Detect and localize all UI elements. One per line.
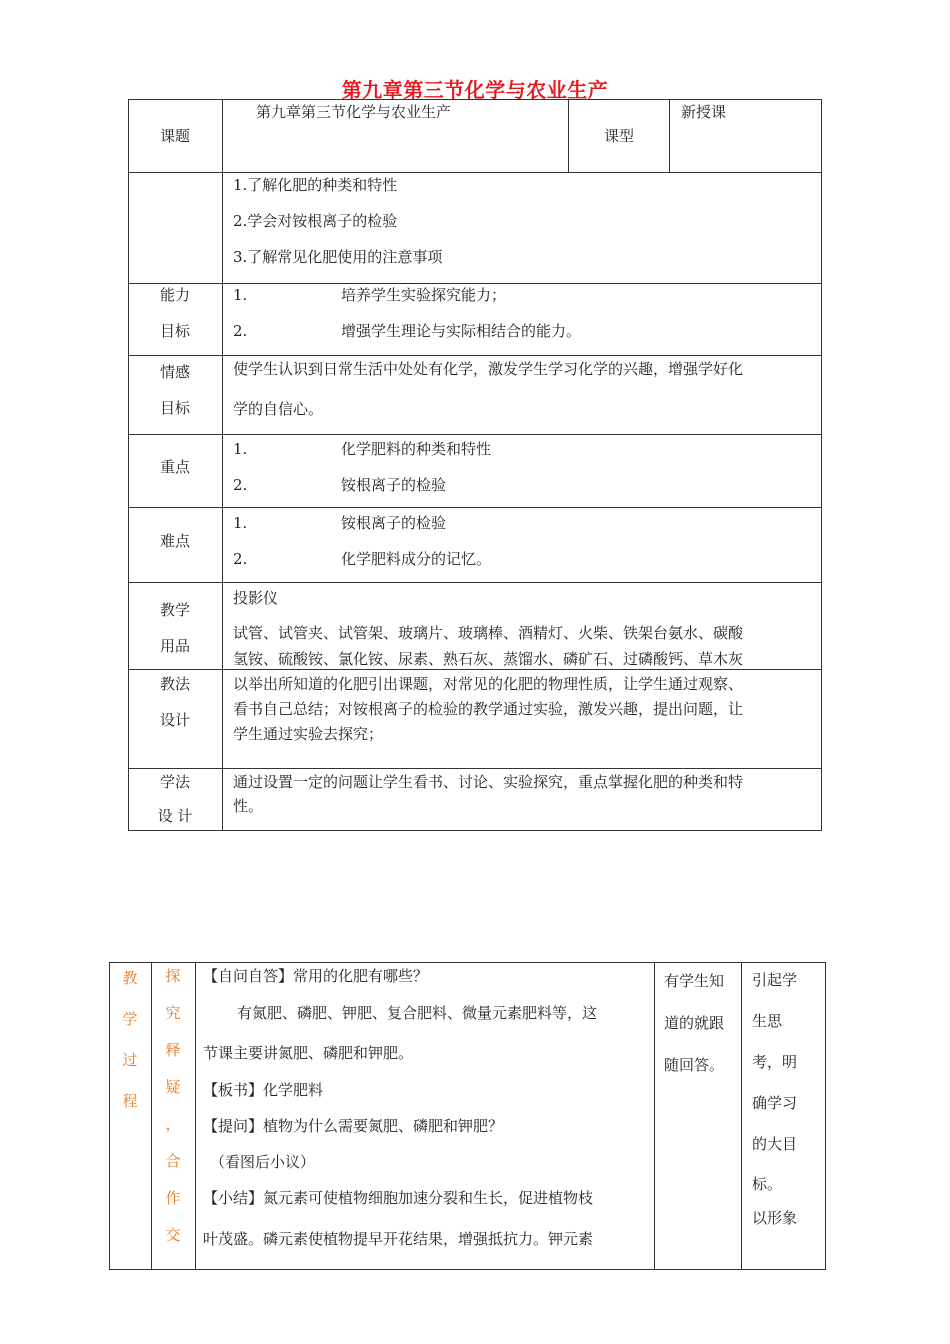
- materials-text: 氢铵、硫酸铵、氯化铵、尿素、熟石灰、蒸馏水、磷矿石、过磷酸钙、草木灰: [233, 650, 744, 668]
- student-activity-line: 有学生知: [664, 972, 725, 990]
- design-intent-line: 的大目: [752, 1135, 798, 1153]
- knowledge-goal-item: 1.了解化肥的种类和特性: [233, 176, 398, 194]
- ability-goal-text: 培养学生实验探究能力；: [341, 286, 507, 304]
- process-label-char: 过: [122, 1051, 138, 1069]
- topic-value: 第九章第三节化学与农业生产: [256, 103, 452, 121]
- key-point-num: 1.: [233, 440, 248, 458]
- page-title: 第九章第三节化学与农业生产: [341, 78, 609, 102]
- process-text: 节课主要讲氮肥、磷肥和钾肥。: [203, 1044, 414, 1062]
- stage-label-char: 探: [165, 967, 181, 985]
- stage-label-char: 交: [165, 1226, 181, 1244]
- stage-label-char: 作: [165, 1189, 181, 1207]
- process-text: 【板书】化学肥料: [203, 1081, 324, 1099]
- materials-label: 教学: [159, 601, 190, 619]
- ability-goal-label: 目标: [159, 322, 190, 340]
- materials-label: 用品: [159, 637, 190, 655]
- topic-label: 课题: [159, 127, 190, 145]
- stage-label-char: 释: [165, 1041, 181, 1059]
- difficulty-text: 铵根离子的检验: [341, 514, 447, 532]
- process-label-char: 程: [122, 1092, 138, 1110]
- materials-text: 投影仪: [233, 589, 279, 607]
- emotion-goal-label: 目标: [159, 399, 190, 417]
- key-point-num: 2.: [233, 476, 248, 494]
- process-text: 【自问自答】常用的化肥有哪些？: [203, 967, 429, 985]
- ability-goal-num: 1.: [233, 286, 248, 304]
- difficulty-num: 2.: [233, 550, 248, 568]
- ability-goal-text: 增强学生理论与实际相结合的能力。: [341, 322, 582, 340]
- ability-goal-num: 2.: [233, 322, 248, 340]
- stage-label-char: 究: [165, 1004, 181, 1022]
- key-point-text: 铵根离子的检验: [341, 476, 447, 494]
- stage-label-char: 合: [165, 1152, 181, 1170]
- knowledge-goal-item: 3.了解常见化肥使用的注意事项: [233, 248, 443, 266]
- design-intent: [752, 960, 797, 1233]
- design-intent-line: 考，明: [752, 1053, 798, 1071]
- process-text: 有氮肥、磷肥、钾肥、复合肥料、微量元素肥料等，这: [237, 1004, 598, 1022]
- difficulty-num: 1.: [233, 514, 248, 532]
- stage-label: [151, 958, 195, 1254]
- process-text: 【小结】氮元素可使植物细胞加速分裂和生长，促进植物枝: [203, 1189, 594, 1207]
- process-text: 叶茂盛。磷元素使植物提早开花结果，增强抵抗力。钾元素: [203, 1230, 594, 1248]
- knowledge-goal-item: 2.学会对铵根离子的检验: [233, 212, 398, 230]
- emotion-goal-text: 学的自信心。: [233, 400, 324, 418]
- key-points-label: 重点: [159, 458, 190, 476]
- design-intent-line: 以形象: [752, 1209, 798, 1227]
- lesson-type-value: 新授课: [681, 103, 727, 121]
- student-activity-line: 随回答。: [664, 1056, 725, 1074]
- learning-method-label: 学法: [159, 773, 190, 791]
- teaching-method-text: 看书自己总结；对铵根离子的检验的教学通过实验，激发兴趣，提出问题，让: [233, 700, 744, 718]
- learning-method-label: 设 计: [157, 807, 193, 825]
- process-text: （看图后小议）: [210, 1153, 316, 1171]
- teaching-method-text: 学生通过实验去探究；: [233, 725, 384, 743]
- lesson-type-label: 课型: [603, 127, 634, 145]
- key-point-text: 化学肥料的种类和特性: [341, 440, 492, 458]
- teaching-method-label: 教法: [159, 675, 190, 693]
- design-intent-line: 引起学: [752, 971, 798, 989]
- difficulty-label: 难点: [159, 532, 190, 550]
- difficulty-text: 化学肥料成分的记忆。: [341, 550, 492, 568]
- student-activity: [664, 960, 724, 1086]
- emotion-goal-label: 情感: [159, 363, 190, 381]
- student-activity-line: 道的就跟: [664, 1014, 725, 1032]
- learning-method-text: 性。: [233, 797, 264, 815]
- process-label: [109, 958, 151, 1122]
- materials-text: 试管、试管夹、试管架、玻璃片、玻璃棒、酒精灯、火柴、铁架台氨水、碳酸: [233, 624, 744, 642]
- design-intent-line: 确学习: [752, 1094, 798, 1112]
- design-intent-line: 生思: [752, 1012, 783, 1030]
- teaching-method-text: 以举出所知道的化肥引出课题，对常见的化肥的物理性质，让学生通过观察、: [233, 675, 744, 693]
- stage-label-char: 疑: [165, 1078, 181, 1096]
- process-label-char: 学: [122, 1010, 138, 1028]
- learning-method-text: 通过设置一定的问题让学生看书、讨论、实验探究，重点掌握化肥的种类和特: [233, 773, 744, 791]
- process-label-char: 教: [122, 969, 138, 987]
- design-intent-line: 标。: [752, 1175, 783, 1193]
- emotion-goal-text: 使学生认识到日常生活中处处有化学，激发学生学习化学的兴趣，增强学好化: [233, 360, 744, 378]
- ability-goal-label: 能力: [159, 286, 190, 304]
- stage-label-char: ，: [165, 1115, 181, 1133]
- teaching-method-label: 设计: [159, 711, 190, 729]
- process-text: 【提问】植物为什么需要氮肥、磷肥和钾肥？: [203, 1117, 504, 1135]
